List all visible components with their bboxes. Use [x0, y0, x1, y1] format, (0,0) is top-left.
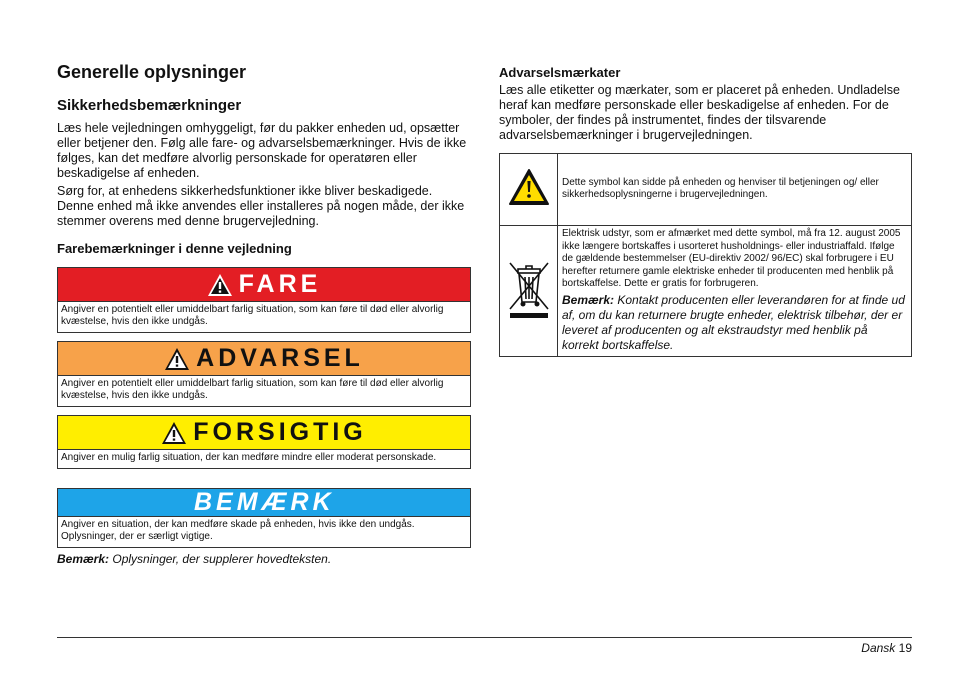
note-label: Bemærk:: [57, 552, 110, 566]
footer-divider: [57, 637, 912, 638]
symbol-text: Elektrisk udstyr, som er afmærket med dette symbol, må fra 12. august 2005 ikke længere bortskaffes i usorteret husholdnings- eller industriaffald. Ifølge de gældende bestemmelser (EU-direktiv 2002/ 96/EC) skal forbrugere i EU herefter returnere gamle elektriske enheder til producenten med henblik på bortskaffelse. Dette er gratis for forbrugeren.: [562, 228, 901, 289]
hazard-bemaerk-banner: [58, 489, 470, 517]
note-line: [57, 552, 331, 566]
hazard-advarsel-banner: [58, 342, 470, 376]
section-title: Generelle oplysninger: [57, 62, 247, 82]
hazard-heading: Farebemærkninger i denne vejledning: [57, 241, 292, 256]
hazard-fare-desc: Angiver en potentielt eller umiddelbart farlig situation, som kan føre til død eller alvorlig kvæstelse, hvis den ikke undgås.: [61, 304, 444, 327]
symbol-text: Dette symbol kan sidde på enheden og henviser til betjeningen og/ eller sikkerhedsoplysningerne i brugervejledningen.: [558, 154, 912, 226]
footer-language: Dansk: [861, 641, 896, 655]
warning-triangle-icon: [508, 168, 550, 206]
intro-paragraph: Læs hele vejledningen omhyggeligt, før du pakker enheden ud, opsætter eller betjener den. Følg alle fare- og advarselsbemærkninger. Hvis de ikke følges, kan det medføre alvorlig personskade for operatøren eller beskadigelse af enheden.: [57, 121, 467, 180]
labels-heading: Advarselsmærkater: [499, 65, 621, 80]
symbol-note-label: Bemærk:: [562, 292, 615, 307]
symbol-note: [562, 293, 907, 353]
note-text: Oplysninger, der supplerer hovedteksten.: [112, 552, 332, 566]
symbol-row: [500, 154, 912, 226]
page-footer: [861, 641, 912, 655]
warning-triangle-icon: [161, 421, 187, 445]
symbol-table: [499, 153, 912, 357]
symbol-icon-cell: [500, 154, 558, 226]
hazard-advarsel-label: ADVARSEL: [196, 344, 364, 372]
symbol-row: [500, 226, 912, 357]
hazard-fare-label: FARE: [238, 270, 322, 298]
hazard-fare-banner: [58, 268, 470, 302]
crossed-bin-icon: [506, 257, 552, 321]
hazard-bemaerk-label: BEMÆRK: [194, 488, 335, 516]
hazard-bemaerk-box: [57, 488, 471, 548]
hazard-forsigtig-label: FORSIGTIG: [193, 418, 367, 446]
warning-triangle-icon: [207, 273, 233, 297]
hazard-bemaerk-desc: Angiver en situation, der kan medføre skade på enheden, hvis ikke den undgås. Oplysninger, der er særligt vigtige.: [61, 519, 415, 542]
symbol-text-cell: [558, 226, 912, 357]
hazard-forsigtig-box: [57, 415, 471, 469]
hazard-forsigtig-banner: [58, 416, 470, 450]
hazard-fare-box: [57, 267, 471, 333]
hazard-advarsel-box: [57, 341, 471, 407]
page-number: 19: [898, 641, 912, 655]
hazard-forsigtig-desc: Angiver en mulig farlig situation, der kan medføre mindre eller moderat personskade.: [61, 452, 437, 463]
safety-paragraph: Sørg for, at enhedens sikkerhedsfunktioner ikke bliver beskadigede. Denne enhed må ikke anvendes eller installeres på nogen måde, der ikke stemmer overens med denne brugervejledning.: [57, 184, 465, 228]
hazard-advarsel-desc: Angiver en potentielt eller umiddelbart farlig situation, som kan føre til død eller alvorlig kvæstelse, hvis den ikke undgås.: [61, 378, 444, 401]
symbol-icon-cell: [500, 226, 558, 357]
warning-triangle-icon: [164, 347, 190, 371]
subsection-title: Sikkerhedsbemærkninger: [57, 97, 242, 114]
symbol-note-text: Kontakt producenten eller leverandøren for at finde ud af, om du kan returnere brugte enheder, elektrisk tilbehør, der er leveret af producenten og alt ekstraudstyr med henblik på korrekt bortskaffelse.: [562, 292, 905, 352]
labels-paragraph: Læs alle etiketter og mærkater, som er placeret på enheden. Undladelse heraf kan medføre personskade eller beskadigelse af enheden. For de symboler, der findes på instrumentet, findes der tilsvarende advarselsbemærkninger i brugervejledningen.: [499, 83, 900, 142]
